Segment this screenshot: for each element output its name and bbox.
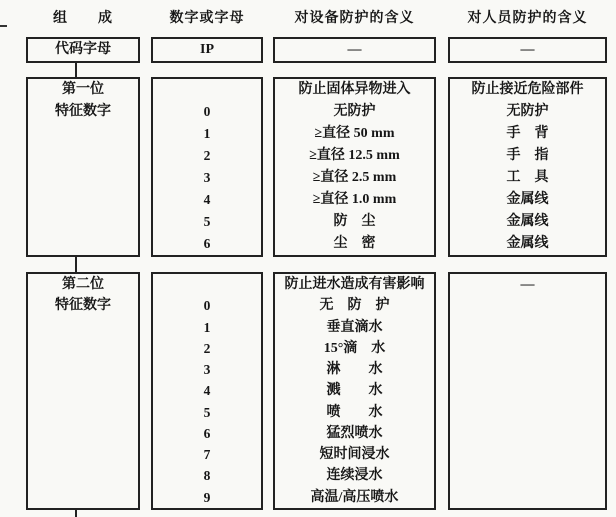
personnel-cell: 手 指 <box>506 148 549 163</box>
equipment-cell: 喷 水 <box>326 404 383 420</box>
digit-cell: 2 <box>203 340 211 356</box>
equipment-cell: 淋 水 <box>326 362 383 378</box>
digit-cell: 5 <box>203 404 211 420</box>
first-digit-label-line2: 特征数字 <box>55 104 111 119</box>
connector-line <box>75 257 77 272</box>
digit-cell: 0 <box>203 298 211 314</box>
first-digit-personnel-box <box>448 77 607 257</box>
code-letter-value: IP <box>200 42 214 57</box>
personnel-cell: 手 背 <box>506 126 549 141</box>
personnel-cell <box>450 423 605 444</box>
personnel-cell <box>450 380 605 401</box>
personnel-cell: 金属线 <box>506 214 549 229</box>
code-letter-value-box <box>151 37 263 63</box>
column-header-numeral-or-letter: 数字或字母 <box>169 11 245 26</box>
first-digit-label-line1: 第一位 <box>62 82 104 97</box>
digit-cell: 3 <box>203 362 211 378</box>
equipment-cell: 15°滴 水 <box>323 340 386 356</box>
equipment-cell: ≥直径 2.5 mm <box>312 170 397 185</box>
personnel-cell <box>450 317 605 338</box>
equipment-cell: ≥直径 12.5 mm <box>309 148 400 163</box>
code-letter-equipment-dash: — <box>347 42 362 57</box>
digit-cell: 7 <box>203 447 211 463</box>
code-letter-personnel-box <box>448 37 607 63</box>
personnel-cell <box>450 338 605 359</box>
equipment-cell: 溅 水 <box>326 383 383 399</box>
digit-cell <box>153 79 261 101</box>
digit-cell: 9 <box>203 489 211 505</box>
connector-line <box>75 510 77 517</box>
second-digit-label-box <box>26 272 140 510</box>
personnel-cell <box>450 444 605 465</box>
digit-cell: 1 <box>203 319 211 335</box>
personnel-cell <box>450 465 605 486</box>
equipment-cell: 连续浸水 <box>326 468 383 484</box>
first-digit-label-box <box>26 77 140 257</box>
first-digit-values-box <box>151 77 263 257</box>
digit-cell: 3 <box>203 170 211 185</box>
equipment-cell: 高温/高压喷水 <box>310 489 399 505</box>
digit-cell: 8 <box>203 468 211 484</box>
equipment-cell: 短时间浸水 <box>319 447 390 463</box>
personnel-cell: 金属线 <box>506 192 549 207</box>
code-letter-personnel-dash: — <box>520 42 535 57</box>
personnel-cell: — <box>520 277 535 292</box>
column-header-equipment-meaning: 对设备防护的含义 <box>294 11 415 26</box>
personnel-cell <box>450 359 605 380</box>
digit-cell: 6 <box>203 236 211 251</box>
second-digit-values-box <box>151 272 263 510</box>
digit-cell: 4 <box>203 383 211 399</box>
digit-cell: 2 <box>203 148 211 163</box>
digit-cell: 0 <box>203 104 211 119</box>
digit-cell: 5 <box>203 214 211 229</box>
personnel-cell <box>450 402 605 423</box>
second-digit-personnel-box <box>448 272 607 510</box>
equipment-cell: 无防护 <box>333 104 376 119</box>
equipment-cell: 尘 密 <box>333 236 376 251</box>
equipment-cell: 防止固体异物进入 <box>298 82 411 97</box>
second-digit-equipment-box <box>273 272 436 510</box>
equipment-cell: 垂直滴水 <box>326 319 383 335</box>
personnel-cell <box>450 487 605 508</box>
personnel-cell: 工 具 <box>506 170 549 185</box>
connector-line <box>75 63 77 77</box>
equipment-cell: ≥直径 1.0 mm <box>312 192 397 207</box>
second-digit-label-line2: 特征数字 <box>55 298 111 314</box>
digit-cell: 4 <box>203 192 211 207</box>
digit-cell: 1 <box>203 126 211 141</box>
equipment-cell: ≥直径 50 mm <box>314 126 395 141</box>
code-letter-equipment-box <box>273 37 436 63</box>
equipment-cell: 防止进水造成有害影响 <box>284 277 425 292</box>
code-letter-label-box <box>26 37 140 63</box>
digit-cell: 6 <box>203 425 211 441</box>
code-letter-label: 代码字母 <box>55 42 111 57</box>
personnel-cell: 防止接近危险部件 <box>471 82 584 97</box>
scan-artifact <box>0 25 7 27</box>
first-digit-equipment-box <box>273 77 436 257</box>
personnel-cell: 无防护 <box>506 104 549 119</box>
equipment-cell: 猛烈喷水 <box>326 425 383 441</box>
column-header-personnel-meaning: 对人员防护的含义 <box>467 11 588 26</box>
equipment-cell: 防 尘 <box>333 214 376 229</box>
second-digit-label-line1: 第二位 <box>62 277 104 292</box>
equipment-cell: 无 防 护 <box>319 298 390 314</box>
personnel-cell: 金属线 <box>506 236 549 251</box>
column-header-composition: 组 成 <box>53 11 113 26</box>
digit-cell <box>153 274 261 295</box>
personnel-cell <box>450 295 605 316</box>
